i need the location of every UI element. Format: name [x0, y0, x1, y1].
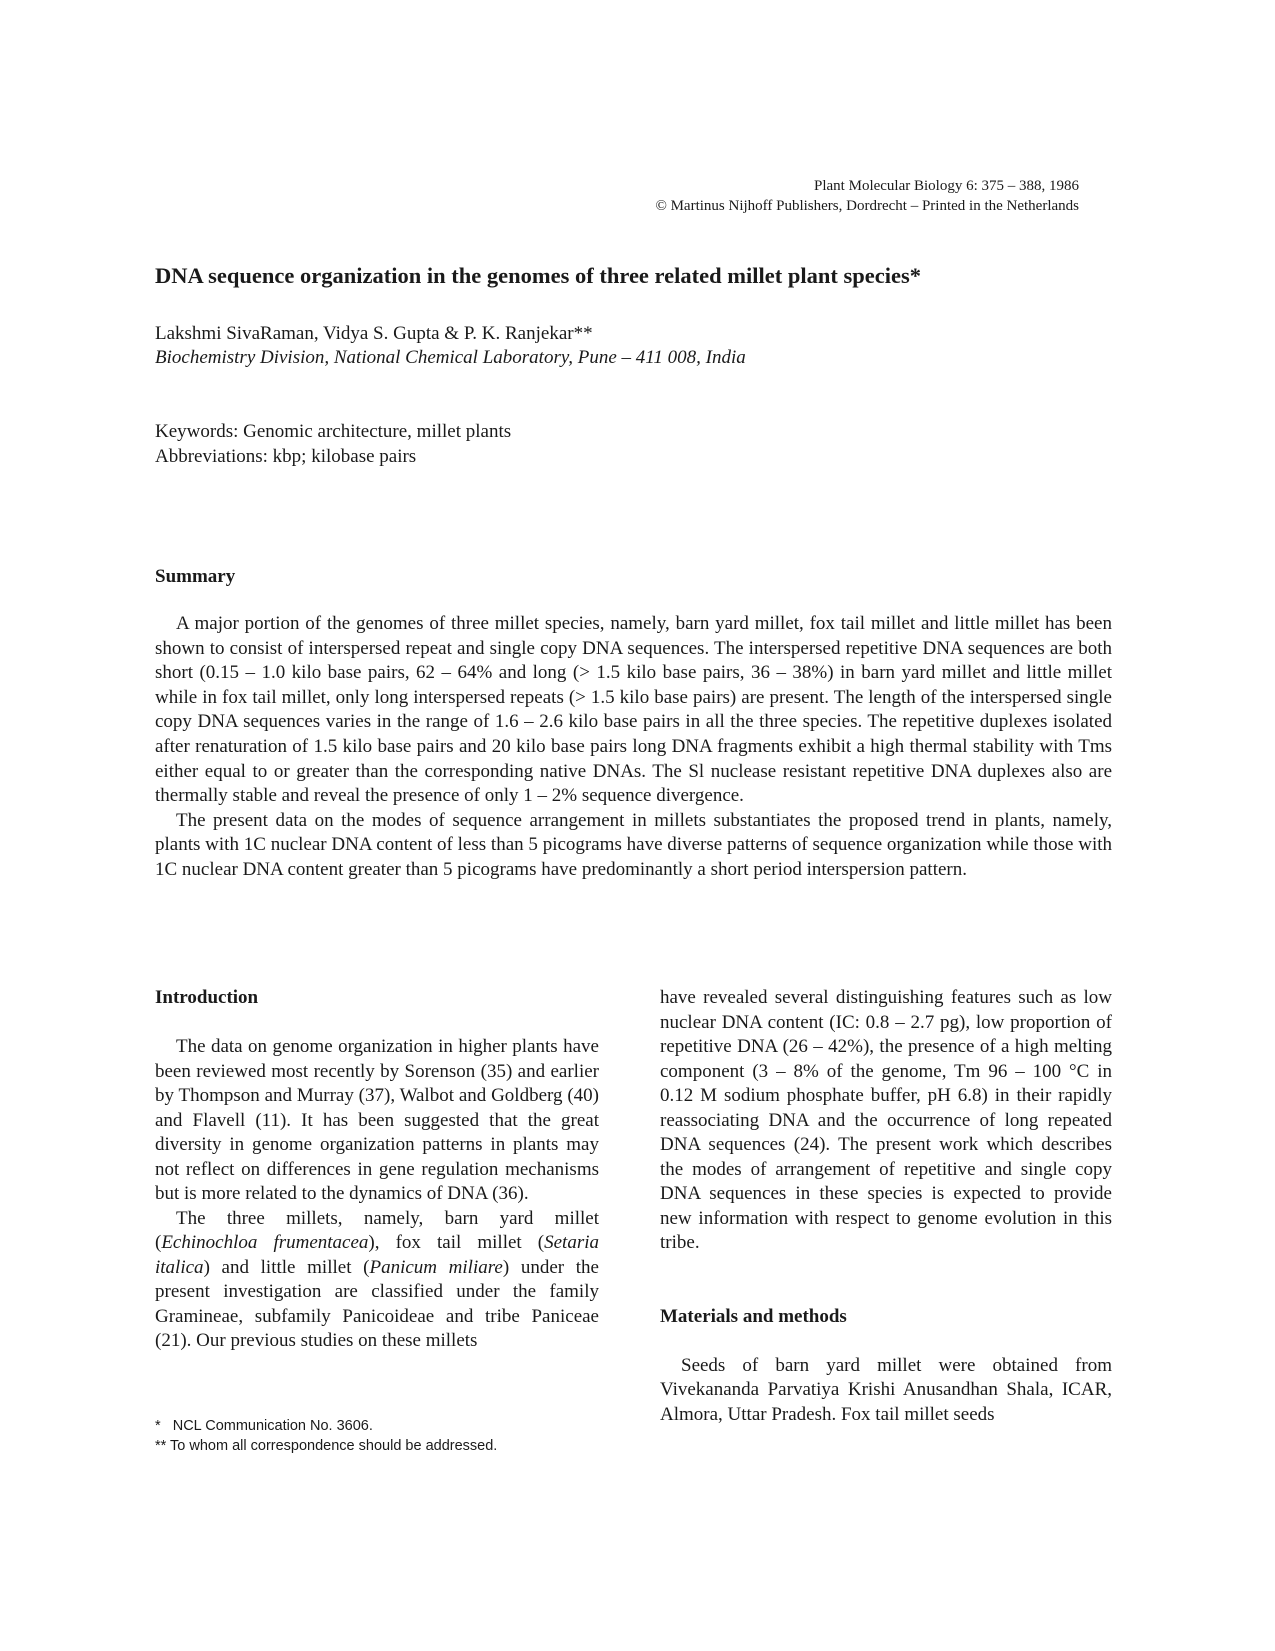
right-column: [660, 986, 1112, 1427]
text-run: ) under the present investigation are classified under the family Gramineae, subfamily Panicoideae and tribe Paniceae (21). Our previous studies on these millets: [155, 1256, 599, 1351]
species-name: Echinochloa frumentacea: [161, 1232, 369, 1253]
intro-paragraph-2: [155, 1207, 599, 1354]
intro-paragraph-1: The data on genome organization in higher plants have been reviewed most recently by Sorenson (35) and earlier by Thompson and Murray (37), Walbot and Goldberg (40) and Flavell (11). It has been suggested that the great diversity in genome organization patterns in plants may not reflect on differences in gene regulation mechanisms but is more related to the dynamics of DNA (36).: [155, 1036, 599, 1204]
methods-heading: Materials and methods: [660, 1305, 847, 1327]
text-run: ) and little millet (: [203, 1256, 370, 1278]
footnotes: [155, 1416, 605, 1456]
publisher-line: © Martinus Nijhoff Publishers, Dordrecht – Printed in the Netherlands: [655, 198, 1079, 214]
footnote-1: * NCL Communication No. 3606.: [155, 1418, 373, 1434]
footnote-2: ** To whom all correspondence should be addressed.: [155, 1438, 498, 1454]
keywords-block: [155, 420, 1155, 469]
journal-header: [655, 176, 1079, 216]
summary-body: [155, 612, 1112, 883]
summary-paragraph-2: The present data on the modes of sequence arrangement in millets substantiates the proposed trend in plants, namely, plants with 1C nuclear DNA content of less than 5 picograms have diverse patterns of sequence organization while those with 1C nuclear DNA content greater than 5 picograms have predominantly a short period interspersion pattern.: [155, 809, 1112, 880]
methods-paragraph-1: Seeds of barn yard millet were obtained from Vivekananda Parvatiya Krishi Anusandhan Shala, ICAR, Almora, Uttar Pradesh. Fox tail millet seeds: [660, 1354, 1112, 1425]
text-run: The three millets, namely, barn yard millet (: [155, 1207, 599, 1253]
affiliation: Biochemistry Division, National Chemical Laboratory, Pune – 411 008, India: [155, 347, 746, 368]
text-run: ), fox tail millet (: [368, 1232, 545, 1253]
summary-paragraph-1: A major portion of the genomes of three millet species, namely, barn yard millet, fox tail millet and little millet has been shown to consist of interspersed repeat and single copy DNA sequences. The interspersed repetitive DNA sequences are both short (0.15 – 1.0 kilo base pairs, 62 – 64% and long (> 1.5 kilo base pairs, 36 – 38%) in barn yard millet and little millet while in fox tail millet, only long interspersed repeats (> 1.5 kilo base pairs) are present. The length of the interspersed single copy DNA sequences varies in the range of 1.6 – 2.6 kilo base pairs in all the three species. The repetitive duplexes isolated after renaturation of 1.5 kilo base pairs and 20 kilo base pairs long DNA fragments exhibit a high thermal stability with Tms either equal to or greater than the corresponding native DNAs. The Sl nuclease resistant repetitive DNA duplexes also are thermally stable and reveal the presence of only 1 – 2% sequence divergence.: [155, 613, 1112, 807]
abbreviations: Abbreviations: kbp; kilobase pairs: [155, 445, 417, 467]
authors: Lakshmi SivaRaman, Vidya S. Gupta & P. K. Ranjekar**: [155, 323, 593, 344]
left-column: [155, 986, 599, 1354]
species-name: Setaria italica: [155, 1232, 599, 1278]
intro-continued: have revealed several distinguishing features such as low nuclear DNA content (IC: 0.8 – 2.7 pg), low proportion of repetitive DNA (26 – 42%), the presence of a high melting component (3 – 8% of the genome, Tm 96 – 100 °C in 0.12 M sodium phosphate buffer, pH 6.8) in their rapidly reassociating DNA and the occurrence of long repeated DNA sequences (24). The present work which describes the modes of arrangement of repetitive and single copy DNA sequences in these species is expected to provide new information with respect to genome evolution in this tribe.: [660, 987, 1112, 1253]
summary-heading: Summary: [155, 566, 236, 587]
species-name: Panicum miliare: [369, 1256, 503, 1278]
keywords: Keywords: Genomic architecture, millet plants: [155, 421, 512, 442]
paper-title: DNA sequence organization in the genomes of three related millet plant species*: [155, 263, 921, 288]
journal-citation: Plant Molecular Biology 6: 375 – 388, 1986: [814, 178, 1079, 194]
introduction-heading: Introduction: [155, 987, 259, 1008]
